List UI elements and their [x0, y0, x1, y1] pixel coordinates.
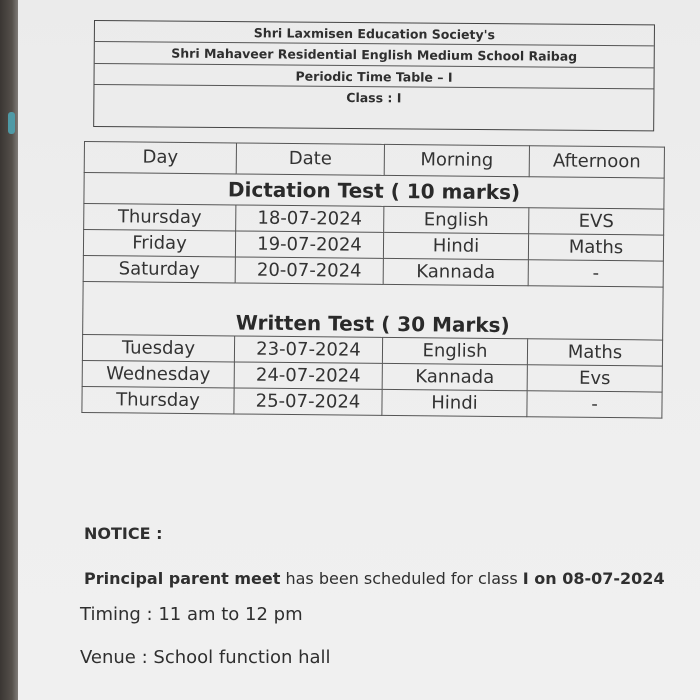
class-label: Class : I [346, 89, 402, 106]
day-cell: Thursday [82, 386, 234, 413]
afternoon-cell: - [527, 391, 662, 418]
notice-plain-text: has been scheduled for class [280, 569, 523, 588]
afternoon-cell: - [528, 260, 663, 287]
section-heading-written: Written Test ( 30 Marks) [83, 281, 663, 340]
morning-cell: English [384, 206, 529, 233]
date-cell: 20-07-2024 [235, 257, 383, 284]
day-cell: Saturday [83, 255, 235, 282]
afternoon-cell: EVS [529, 208, 664, 235]
morning-cell: Kannada [383, 258, 528, 285]
date-cell: 18-07-2024 [236, 205, 384, 232]
morning-cell: Kannada [382, 363, 527, 390]
date-cell: 25-07-2024 [234, 388, 382, 415]
afternoon-cell: Evs [527, 365, 662, 392]
afternoon-cell: Maths [528, 234, 663, 261]
background-object [8, 112, 15, 134]
morning-cell: English [382, 337, 527, 364]
column-header-date: Date [236, 143, 384, 175]
timetable-title: Periodic Time Table – I [94, 64, 653, 90]
date-cell: 24-07-2024 [234, 362, 382, 389]
notice-venue: Venue : School function hall [80, 647, 331, 668]
notice-bold-date: I on 08-07-2024 [522, 569, 665, 588]
dark-background-edge [0, 0, 20, 700]
school-name: Shri Mahaveer Residential English Medium School Raibag [95, 42, 654, 68]
section-heading-dictation: Dictation Test ( 10 marks) [84, 173, 664, 210]
day-cell: Friday [83, 230, 235, 257]
column-header-afternoon: Afternoon [529, 146, 664, 178]
morning-cell: Hindi [383, 232, 528, 259]
notice-title: NOTICE : [84, 524, 163, 543]
table-row [82, 386, 662, 418]
header-box [93, 20, 655, 131]
society-name: Shri Laxmisen Education Society's [95, 21, 654, 47]
notice-timing: Timing : 11 am to 12 pm [80, 604, 303, 625]
section-row-written [83, 281, 663, 340]
morning-cell: Hindi [382, 389, 527, 416]
date-cell: 23-07-2024 [234, 336, 382, 363]
column-header-morning: Morning [384, 144, 529, 176]
day-cell: Thursday [84, 204, 236, 231]
notice-text [84, 569, 665, 588]
notice-bold-subject: Principal parent meet [84, 569, 281, 588]
day-cell: Wednesday [82, 360, 234, 387]
day-cell: Tuesday [82, 334, 234, 361]
afternoon-cell: Maths [527, 339, 662, 366]
timetable [81, 141, 665, 419]
date-cell: 19-07-2024 [235, 231, 383, 258]
column-header-day: Day [84, 142, 236, 174]
